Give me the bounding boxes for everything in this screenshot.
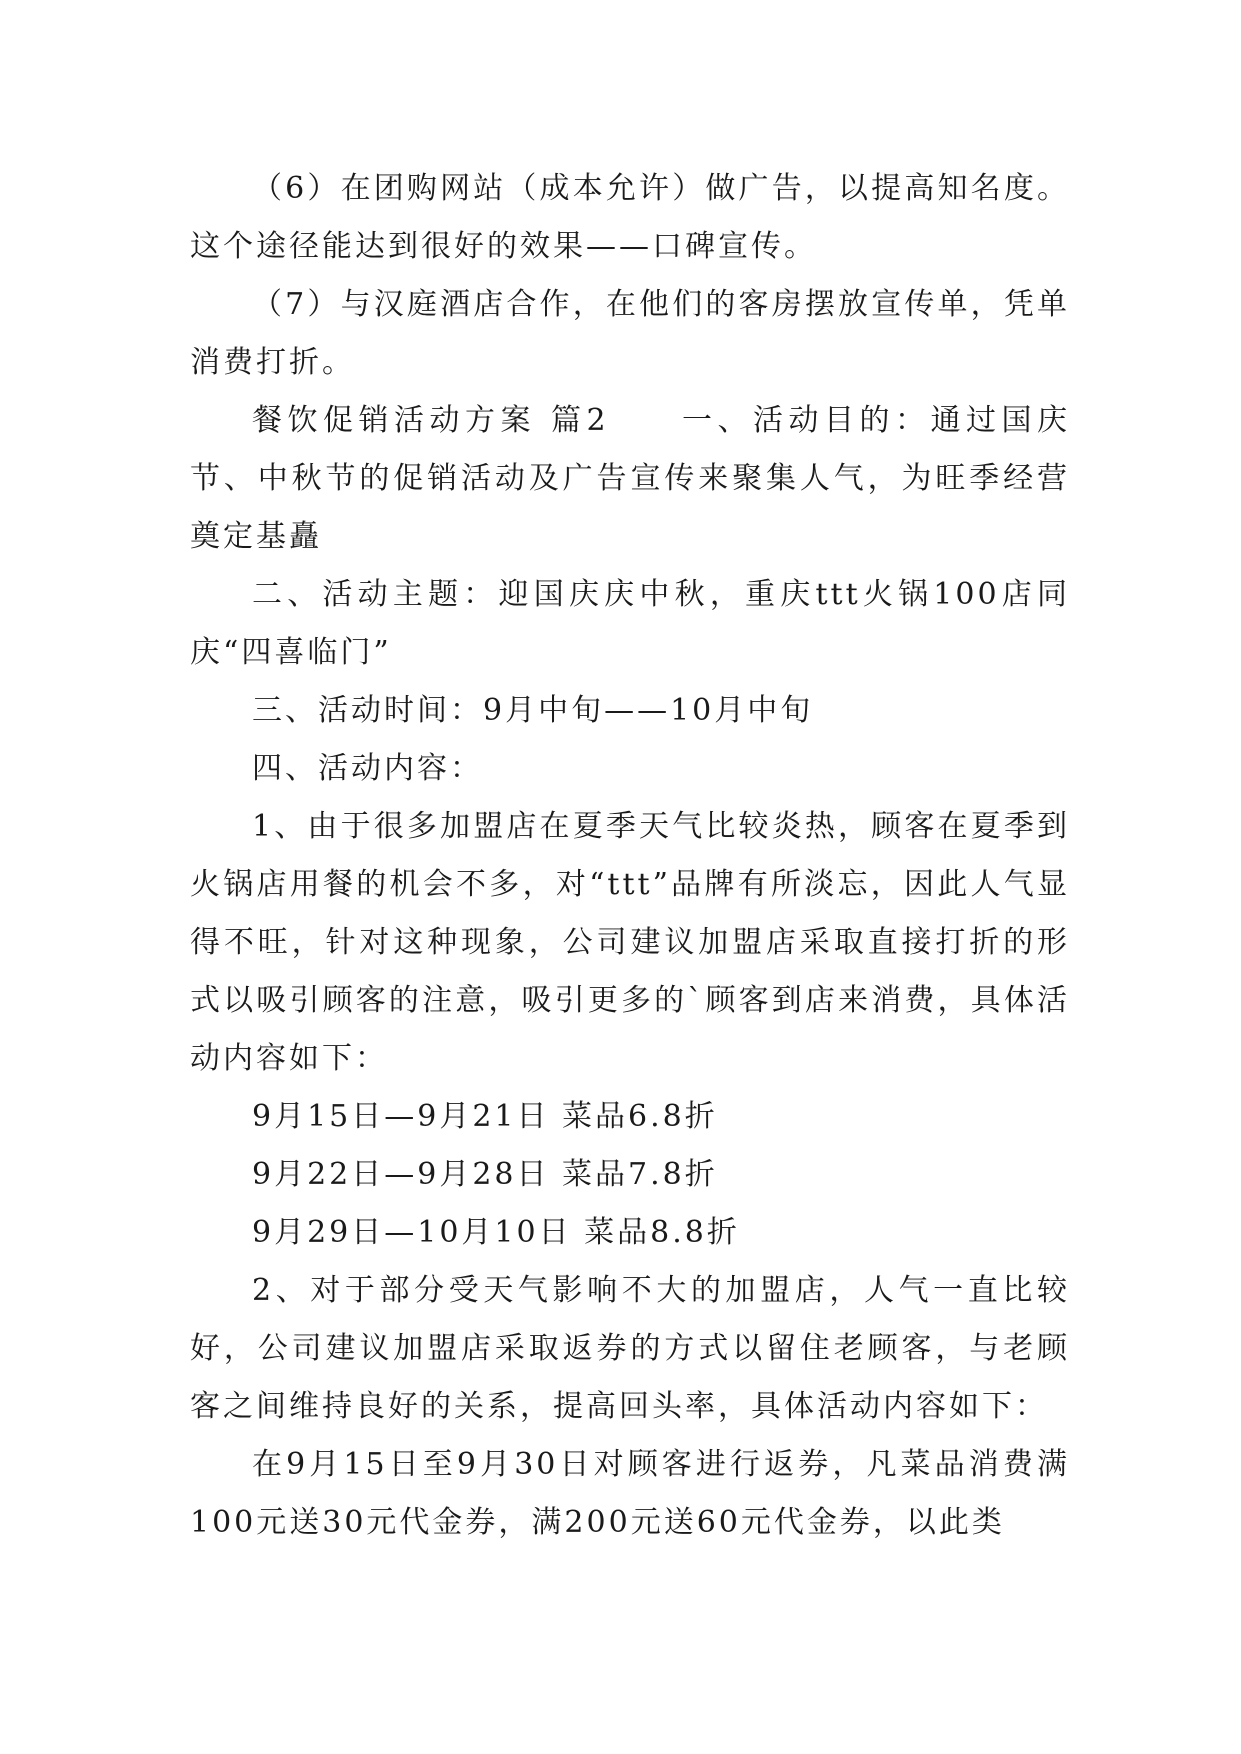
paragraph-time: 三、活动时间：9月中旬——10月中旬 bbox=[252, 693, 814, 728]
paragraph-plan-2-purpose: 餐饮促销活动方案 篇2 一、活动目的：通过国庆节、中秋节的促销活动及广告宣传来聚集人气，为旺季经营奠定基矗 bbox=[190, 403, 1070, 554]
paragraph-content-heading: 四、活动内容： bbox=[252, 751, 483, 786]
paragraph-item-6-ad: （6）在团购网站（成本允许）做广告，以提高知名度。这个途径能达到很好的效果——口碑宣传。 bbox=[190, 171, 1070, 264]
paragraph-content-1: 1、由于很多加盟店在夏季天气比较炎热，顾客在夏季到火锅店用餐的机会不多，对“ttt”品牌有所淡忘，因此人气显得不旺，针对这种现象，公司建议加盟店采取直接打折的形式以吸引顾客的注意，吸引更多的`顾客到店来消费，具体活动内容如下： bbox=[190, 809, 1070, 1076]
paragraph-item-7-hotel: （7）与汉庭酒店合作，在他们的客房摆放宣传单，凭单消费打折。 bbox=[190, 287, 1070, 380]
paragraph-theme: 二、活动主题：迎国庆庆中秋，重庆ttt火锅100店同庆“四喜临门” bbox=[190, 577, 1070, 670]
discount-line-1: 9月15日—9月21日 菜品6.8折 bbox=[252, 1099, 718, 1134]
discount-line-2: 9月22日—9月28日 菜品7.8折 bbox=[252, 1157, 718, 1192]
document-body bbox=[190, 160, 1070, 1552]
discount-line-3: 9月29日—10月10日 菜品8.8折 bbox=[252, 1215, 740, 1250]
paragraph-voucher: 在9月15日至9月30日对顾客进行返券，凡菜品消费满100元送30元代金券，满200元送60元代金券，以此类 bbox=[190, 1447, 1070, 1540]
paragraph-content-2: 2、对于部分受天气影响不大的加盟店，人气一直比较好，公司建议加盟店采取返券的方式以留住老顾客，与老顾客之间维持良好的关系，提高回头率，具体活动内容如下： bbox=[190, 1273, 1070, 1424]
